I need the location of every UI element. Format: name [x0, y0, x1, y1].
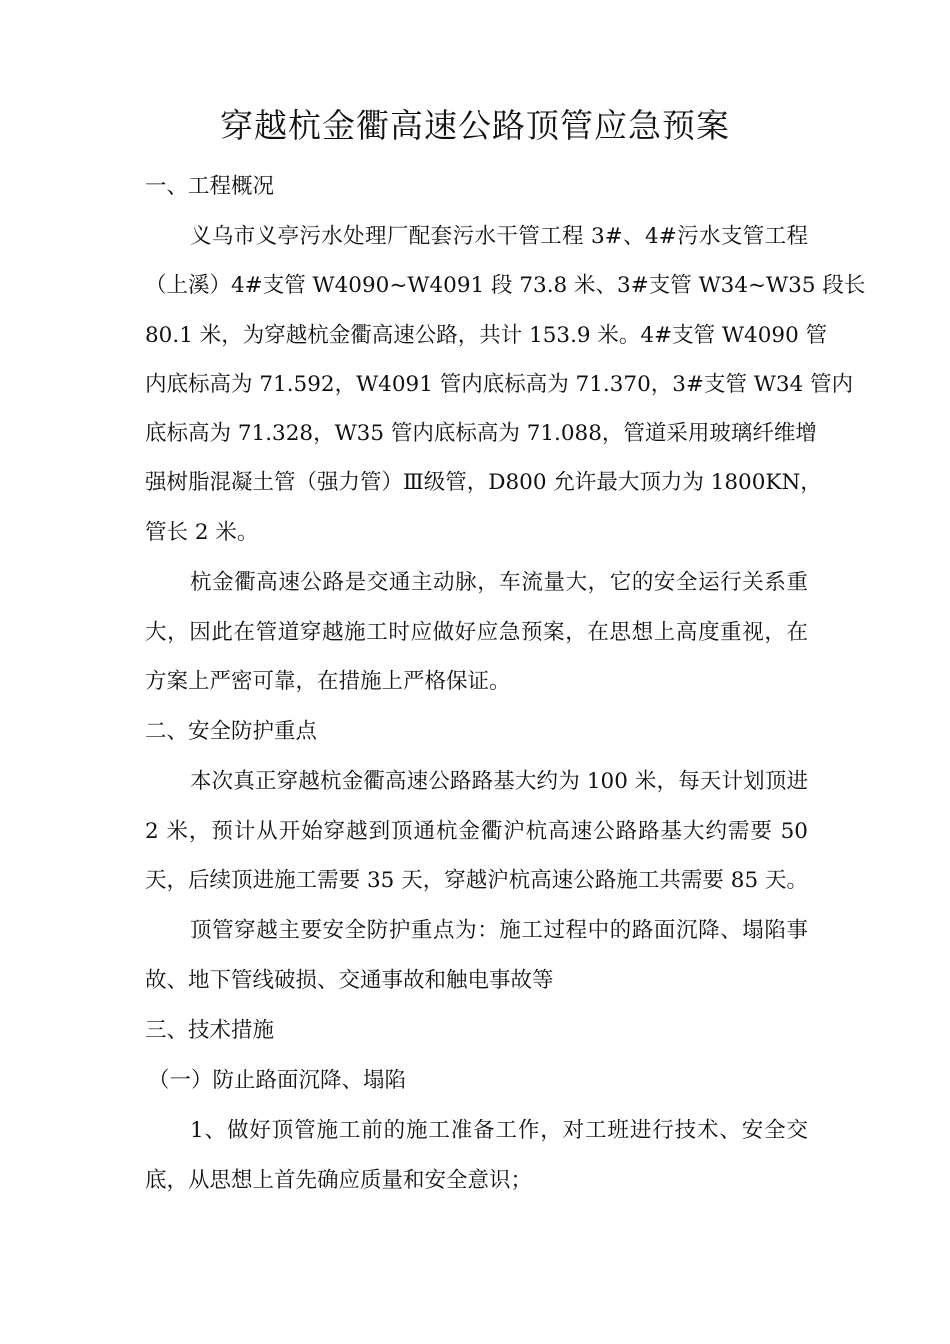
paragraph-line: 强树脂混凝土管（强力管）Ⅲ级管，D800 允许最大顶力为 1800KN， [145, 470, 822, 495]
paragraph-line: 管长 2 米。 [145, 520, 259, 545]
paragraph-line: 底，从思想上首先确应质量和安全意识； [145, 1168, 533, 1193]
paragraph-line: 方案上严密可靠，在措施上严格保证。 [145, 669, 511, 694]
subsection-heading: （一）防止路面沉降、塌陷 [148, 1068, 407, 1093]
paragraph-line: 80.1 米，为穿越杭金衢高速公路，共计 153.9 米。4#支管 W4090 管 [145, 323, 828, 348]
paragraph-line: 故、地下管线破损、交通事故和触电事故等 [145, 968, 554, 993]
paragraph-line: 义乌市义亭污水处理厂配套污水干管工程 3#、4#污水支管工程 [190, 224, 808, 249]
paragraph-line: 杭金衢高速公路是交通主动脉，车流量大，它的安全运行关系重 [190, 570, 808, 595]
paragraph-line: 天，后续顶进施工需要 35 天，穿越沪杭高速公路施工共需要 85 天。 [145, 868, 808, 893]
section-heading-technical: 三、技术措施 [145, 1018, 275, 1043]
paragraph-line: 2 米，预计从开始穿越到顶通杭金衢沪杭高速公路路基大约需要 50 [145, 819, 808, 844]
section-heading-overview: 一、工程概况 [145, 174, 275, 199]
section-heading-safety: 二、安全防护重点 [145, 719, 318, 744]
paragraph-line: 内底标高为 71.592，W4091 管内底标高为 71.370，3#支管 W34 管内 [145, 372, 854, 397]
paragraph-line: 大，因此在管道穿越施工时应做好应急预案，在思想上高度重视，在 [145, 620, 808, 645]
paragraph-line: 底标高为 71.328，W35 管内底标高为 71.088，管道采用玻璃纤维增 [145, 421, 817, 446]
paragraph-line: 1、做好顶管施工前的施工准备工作，对工班进行技术、安全交 [190, 1118, 808, 1143]
document-title: 穿越杭金衢高速公路顶管应急预案 [220, 106, 730, 145]
paragraph-line: 本次真正穿越杭金衢高速公路路基大约为 100 米，每天计划顶进 [190, 769, 808, 794]
paragraph-line: 顶管穿越主要安全防护重点为：施工过程中的路面沉降、塌陷事 [190, 918, 808, 943]
paragraph-line: （上溪）4#支管 W4090~W4091 段 73.8 米、3#支管 W34~W35 段长 [145, 273, 866, 298]
